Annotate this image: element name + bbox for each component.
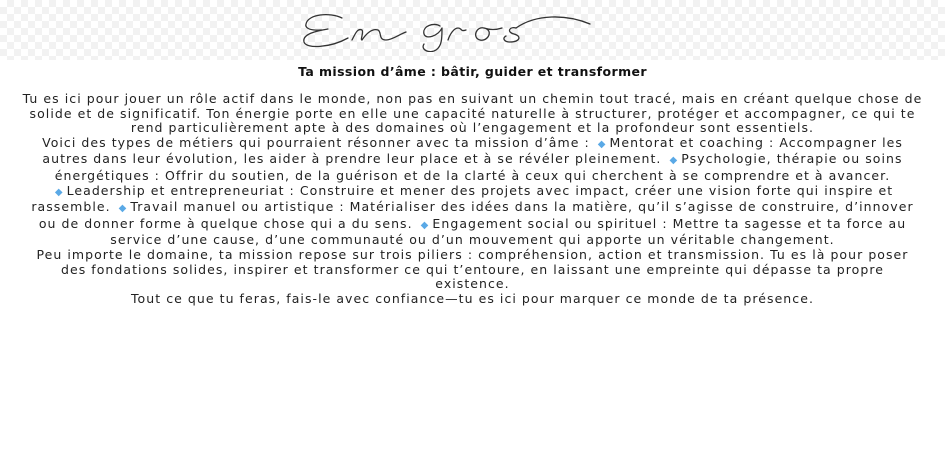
page-title: Ta mission d’âme : bâtir, guider et transformer bbox=[298, 64, 647, 79]
diamond-bullet-icon: ◆ bbox=[669, 155, 679, 167]
main-text bbox=[22, 92, 923, 306]
jobs-intro: Voici des types de métiers qui pourraient résonner avec ta mission d’âme : bbox=[42, 134, 590, 150]
pillars-paragraph: Peu importe le domaine, ta mission repose sur trois piliers : compréhension, action et transmission. Tu es là pour poser des fondations solides, inspirer et transformer ce qui t’entoure, en laissant une empreinte qui dépasse ta propre existence. bbox=[36, 246, 909, 292]
diamond-bullet-icon: ◆ bbox=[420, 219, 430, 231]
intro-paragraph: Tu es ici pour jouer un rôle actif dans le monde, non pas en suivant un chemin tout tracé, mais en créant quelque chose de solide et de significatif. Ton énergie porte en elle une capacité naturelle à structurer, protéger et accompagner, ce qui te rend particulièrement apte à des domaines où l’engagement et la profondeur sont essentiels. bbox=[22, 91, 923, 136]
job-item: Mentorat et coaching : Accompagner les autres dans leur évolution, les aider à prendre leur place et à se révéler pleinement. bbox=[42, 134, 903, 167]
job-item: Leadership et entrepreneuriat : Construire et mener des projets avec impact, créer une vision forte qui inspire et rassemble. bbox=[31, 182, 894, 215]
diamond-bullet-icon: ◆ bbox=[118, 203, 128, 215]
script-title-lettering bbox=[290, 4, 620, 52]
jobs-paragraph bbox=[22, 136, 923, 248]
job-item: Engagement social ou spirituel : Mettre ta sagesse et ta force au service d’une cause, d’une communauté ou d’un mouvement qui apporte un véritable changement. bbox=[110, 215, 907, 248]
diamond-bullet-icon: ◆ bbox=[597, 138, 607, 150]
job-item: Travail manuel ou artistique : Matérialiser des idées dans la matière, qu’il s’agisse de construire, d’innover ou de donner forme à quelque chose qui a du sens. bbox=[38, 199, 914, 231]
job-item: Psychologie, thérapie ou soins énergétiques : Offrir du soutien, de la guérison et de la clarté à ceux qui cherchent à se comprendre et à avancer. bbox=[54, 151, 903, 183]
closing-paragraph: Tout ce que tu feras, fais-le avec confiance—tu es ici pour marquer ce monde de ta présence. bbox=[131, 290, 814, 306]
diamond-bullet-icon: ◆ bbox=[54, 186, 64, 198]
script-title-area bbox=[0, 0, 945, 58]
